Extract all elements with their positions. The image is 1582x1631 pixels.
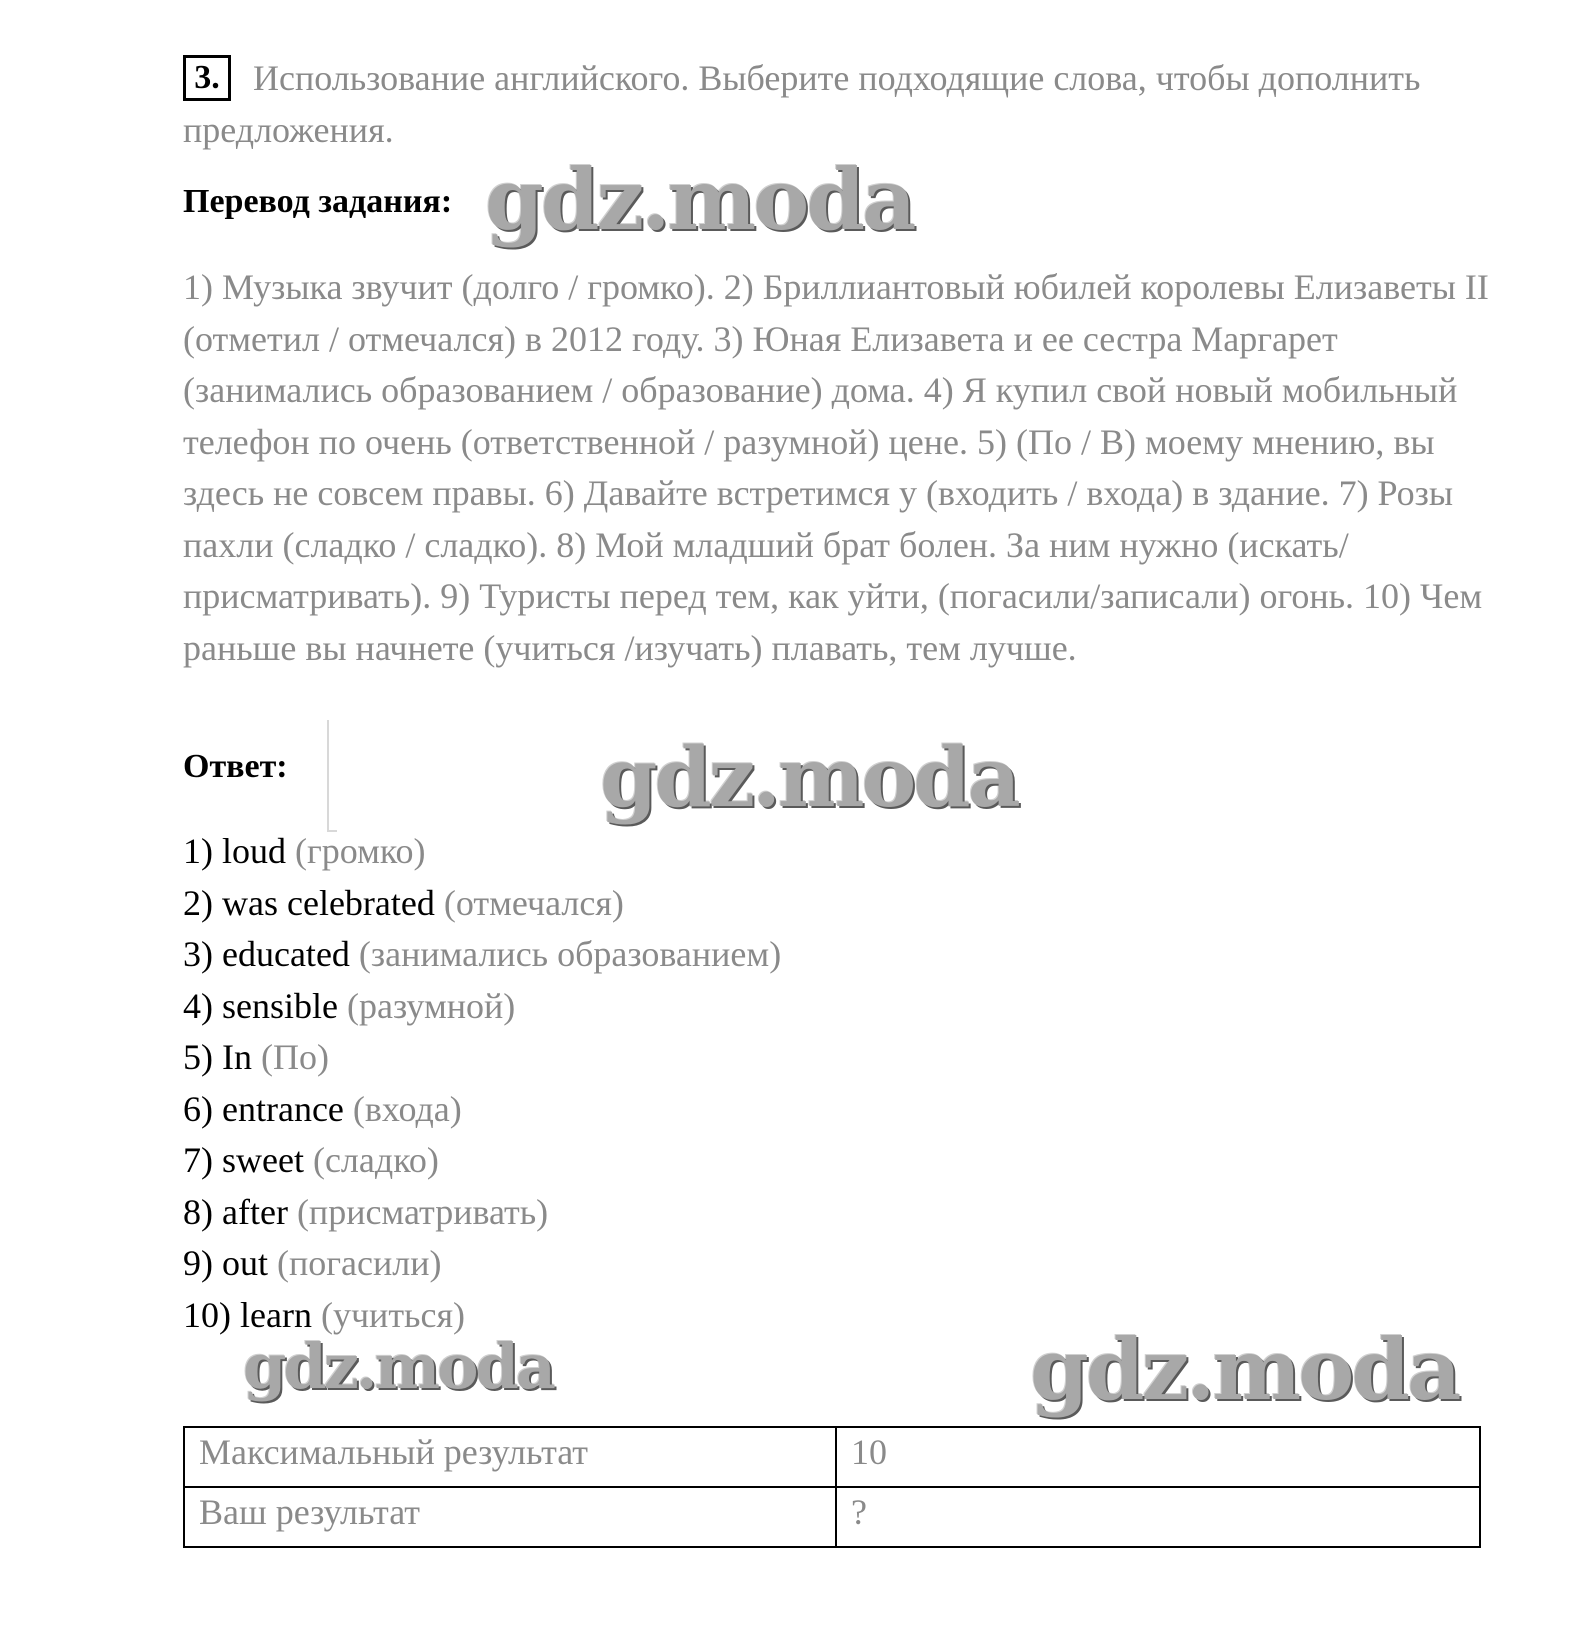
table-row	[184, 1427, 1480, 1487]
task-header	[183, 52, 1483, 156]
answer-translation: (По)	[261, 1037, 329, 1077]
watermark: gdz.moda	[1030, 1320, 1459, 1419]
answer-word: sensible	[222, 985, 338, 1026]
answer-word: out	[222, 1243, 269, 1283]
answer-item	[183, 878, 781, 930]
answer-number: 9)	[183, 1243, 213, 1283]
answer-translation: (сладко)	[312, 1140, 439, 1180]
max-result-label: Максимальный результат	[184, 1427, 836, 1487]
answer-number: 10)	[183, 1294, 231, 1335]
translation-text: 1) Музыка звучит (долго / громко). 2) Бриллиантовый юбилей королевы Елизаветы II (отметил / отмечался) в 2012 году. 3) Юная Елизавета и ее сестра Маргарет (занимались образованием / образование) дома. 4) Я купил свой новый мобильный телефон по очень (ответственной / разумной) цене. 5) (По / В) моему мнению, вы здесь не совсем правы. 6) Давайте встретимся у (входить / входа) в здание. 7) Розы пахли (сладко / сладко). 8) Мой младший брат болен. За ним нужно (искать/ присматривать). 9) Туристы перед тем, как уйти, (погасили/записали) огонь. 10) Чем раньше вы начнете (учиться /изучать) плавать, тем лучше.	[183, 267, 1489, 668]
answer-number: 7)	[183, 1140, 213, 1180]
answer-number: 5)	[183, 1037, 213, 1077]
answer-item	[183, 1187, 781, 1239]
answer-word: educated	[222, 934, 350, 974]
result-table	[183, 1426, 1481, 1548]
answer-translation: (разумной)	[346, 985, 516, 1026]
answer-item	[183, 1032, 781, 1084]
answer-item	[183, 981, 781, 1033]
answer-word: In	[222, 1037, 252, 1077]
answer-translation: (присматривать)	[296, 1191, 549, 1232]
answer-translation: (погасили)	[277, 1243, 442, 1283]
answer-word: entrance	[222, 1088, 344, 1129]
answer-translation: (входа)	[352, 1088, 462, 1129]
answer-translation: (громко)	[295, 831, 426, 871]
answer-number: 1)	[183, 831, 213, 871]
answer-number: 8)	[183, 1191, 213, 1232]
answer-item	[183, 1238, 781, 1290]
answer-number: 6)	[183, 1088, 213, 1129]
answer-list	[183, 826, 781, 1341]
answer-item	[183, 1084, 781, 1136]
answer-word: loud	[222, 831, 287, 871]
answer-word: sweet	[222, 1140, 304, 1180]
answer-translation: (отмечался)	[443, 882, 624, 923]
answer-number: 4)	[183, 985, 213, 1026]
answer-item	[183, 826, 781, 878]
answer-number: 2)	[183, 882, 213, 923]
your-result-value: ?	[836, 1487, 1480, 1547]
answer-heading: Ответ:	[183, 748, 288, 785]
watermark: gdz.moda	[600, 730, 1018, 826]
translation-heading: Перевод задания:	[183, 183, 453, 220]
answer-word: was celebrated	[222, 882, 435, 923]
your-result-label: Ваш результат	[184, 1487, 836, 1547]
answer-word: learn	[240, 1294, 312, 1335]
answer-number: 3)	[183, 934, 213, 974]
answer-translation: (занимались образованием)	[358, 934, 782, 974]
scan-artifact	[327, 720, 337, 832]
task-number: 3.	[183, 55, 231, 101]
watermark: gdz.moda	[485, 150, 914, 249]
answer-translation: (учиться)	[320, 1294, 465, 1335]
watermark: gdz.moda	[243, 1330, 553, 1403]
task-instruction: Использование английского. Выберите подходящие слова, чтобы дополнить предложения.	[183, 58, 1421, 150]
answer-item	[183, 929, 781, 981]
answer-word: after	[222, 1191, 288, 1232]
answer-item	[183, 1135, 781, 1187]
max-result-value: 10	[836, 1427, 1480, 1487]
table-row	[184, 1487, 1480, 1547]
